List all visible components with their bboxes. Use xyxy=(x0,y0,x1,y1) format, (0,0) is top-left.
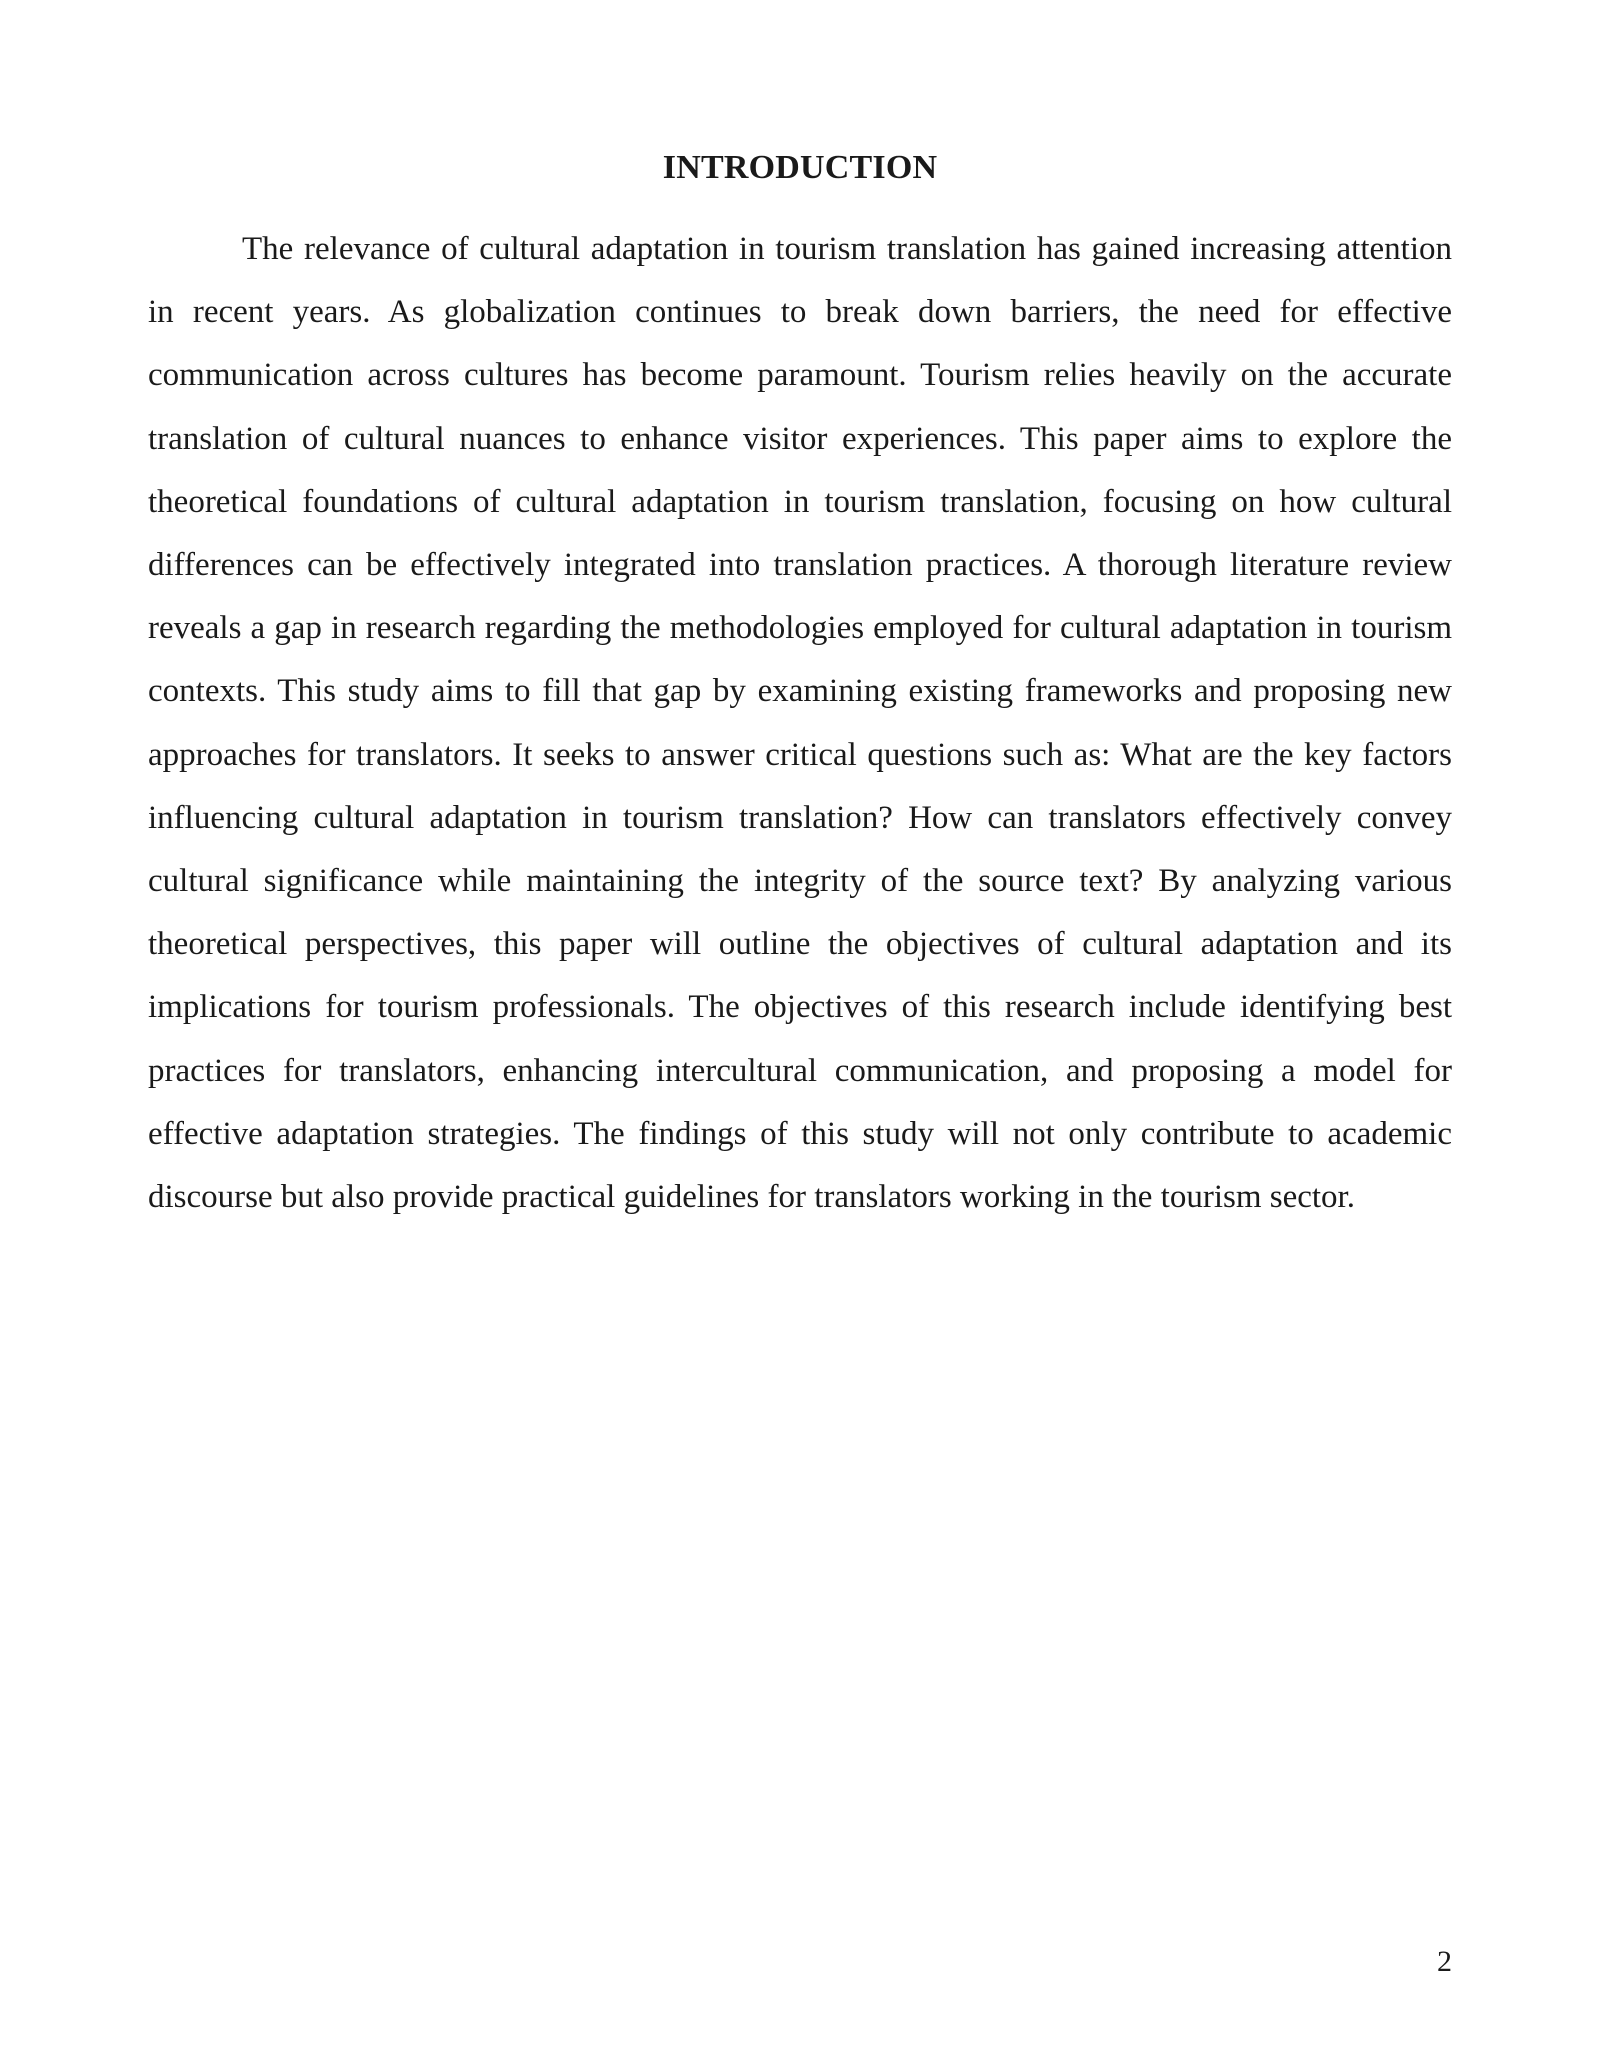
page-number: 2 xyxy=(1437,1945,1452,1978)
section-heading: INTRODUCTION xyxy=(662,149,938,186)
introduction-paragraph: The relevance of cultural adaptation in tourism translation has gained increasing attention in recent years. As globalization continues to break down barriers, the need for effective communication across cultures has become paramount. Tourism relies heavily on the accurate translation of cultural nuances to enhance visitor experiences. This paper aims to explore the theoretical foundations of cultural adaptation in tourism translation, focusing on how cultural differences can be effectively integrated into translation practices. A thorough literature review reveals a gap in research regarding the methodologies employed for cultural adaptation in tourism contexts. This study aims to fill that gap by examining existing frameworks and proposing new approaches for translators. It seeks to answer critical questions such as: What are the key factors influencing cultural adaptation in tourism translation? How can translators effectively convey cultural significance while maintaining the integrity of the source text? By analyzing various theoretical perspectives, this paper will outline the objectives of cultural adaptation and its implications for tourism professionals. The objectives of this research include identifying best practices for translators, enhancing intercultural communication, and proposing a model for effective adaptation strategies. The findings of this study will not only contribute to academic discourse but also provide practical guidelines for translators working in the tourism sector. xyxy=(148,231,1452,1216)
